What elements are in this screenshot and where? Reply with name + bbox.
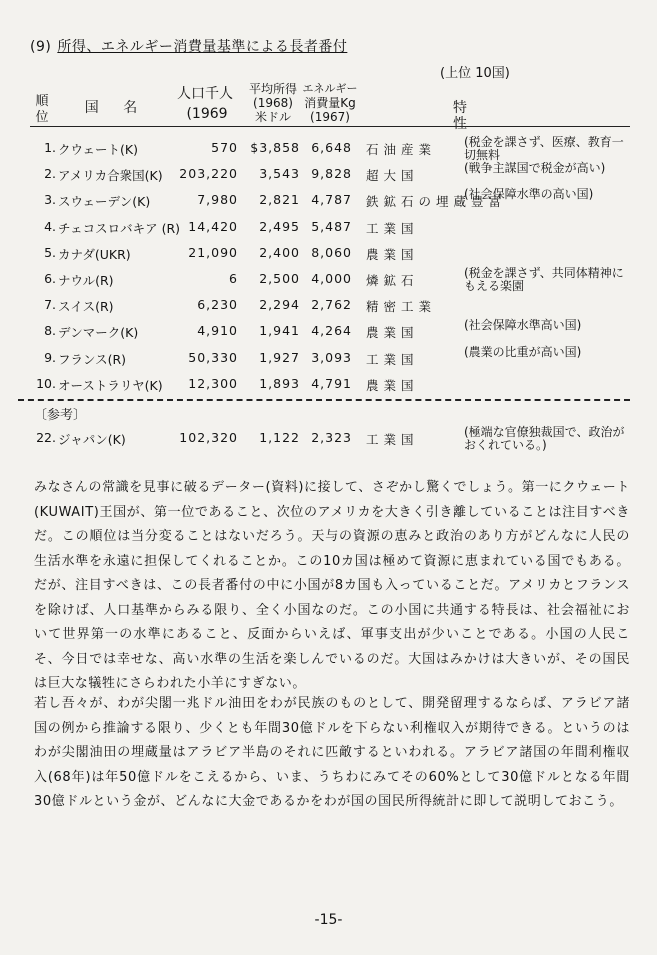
table-row — [0, 243, 657, 267]
cell-note: (社会保障水準の高い国) — [464, 187, 594, 202]
cell-country: フランス(R) — [58, 351, 127, 367]
header-energy-sub: 消費量Kg — [304, 96, 356, 110]
header-population-year: (1969 — [186, 106, 228, 122]
header-income: 平均所得 — [248, 82, 297, 96]
cell-energy: 5,487 — [311, 218, 352, 234]
cell-feature: 工業国 — [366, 351, 419, 367]
header-population: 人口千人 — [177, 86, 233, 102]
cell-feature: 工業国 — [366, 432, 419, 447]
cell-feature: 農業国 — [366, 246, 419, 262]
cell-energy: 4,264 — [311, 323, 352, 339]
rank-note: (上位 10国) — [440, 66, 510, 81]
cell-population: 21,090 — [188, 244, 238, 260]
cell-energy: 4,787 — [311, 192, 352, 208]
cell-note: (税金を課さず、共同体精神にもえる楽園 — [464, 266, 624, 293]
cell-income: 1,927 — [259, 349, 300, 365]
cell-population: 102,320 — [179, 430, 238, 445]
cell-energy: 8,060 — [311, 244, 352, 260]
cell-energy: 6,648 — [311, 140, 352, 155]
cell-country: チェコスロバキア (R) — [58, 220, 181, 236]
header-feature: 特 性 — [453, 100, 547, 132]
header-income-year: (1968) — [253, 96, 293, 110]
cell-country: クウェート(K) — [58, 142, 138, 157]
header-divider — [30, 126, 630, 127]
cell-population: 14,420 — [188, 218, 238, 234]
body-paragraph: 若し吾々が、わが尖閣一兆ドル油田をわが民族のものとして、開発留理するならば、アラビア諸国の例から推論する限り、少くとも年間30億ドルを下らない利権収入が期待できる。というのはわが尖閣油田の埋蔵量はアラビア半島のそれに匹敵するといわれる。アラビア諸国の年間利権収入(68年)は年50億ドルをこえるから、いま、うちわにみてその60%として30億ドルとなる年間30億ドルという金が、どんなに大金であるかをわが国の国民所得統計に即して説明しておこう。 — [34, 696, 630, 809]
cell-energy: 2,323 — [311, 430, 352, 445]
cell-income: $3,858 — [250, 140, 300, 155]
header-income-unit: 米ドル — [254, 110, 291, 124]
cell-feature: 農業国 — [366, 325, 419, 341]
cell-population: 50,330 — [188, 349, 238, 365]
header-energy-year: (1967) — [310, 110, 350, 124]
cell-energy: 4,000 — [311, 271, 352, 286]
cell-feature: 工業国 — [366, 220, 419, 236]
table-row — [0, 344, 657, 372]
table-row — [0, 187, 657, 214]
cell-income: 1,122 — [259, 430, 300, 445]
body-paragraph: みなさんの常識を見事に破るデーター(資料)に接して、さぞかし驚くでしょう。第一にクウェート(KUWAIT)王国が、第一位であること、次位のアメリカを大きく引き離していることは注目すべきだ。この順位は当分変ることはないだろう。天与の資源の恵みと政治のあり方がどんなに人民の生活水準を永遠に担保してくれることか。この10カ国は極めて資源に恵まれている国でもある。だが、注目すべきは、この長者番付の中に小国が8カ国も入っていることだ。アメリカとフランスを除けば、人口基準からみる限り、全く小国なのだ。この小国に共通する特長は、社会福祉において世界第一の水準にあること、反面からいえば、軍事支出が少いことである。小国の人民こそ、今日では幸せな、高い水準の生活を楽しんでいるのだ。大国はみかけは大きいが、その国民は巨大な犠牲にさらわれた小羊にすぎない。 — [34, 480, 630, 691]
cell-income: 1,941 — [259, 323, 300, 339]
cell-note: (税金を課さず、医療、教育一切無料 — [464, 135, 624, 162]
cell-country: スウェーデン(K) — [58, 194, 151, 210]
cell-country: アメリカ合衆国(K) — [58, 168, 163, 184]
cell-energy: 4,791 — [311, 375, 352, 391]
title-number: (9) — [30, 39, 52, 55]
cell-note: (社会保障水準高い国) — [464, 318, 582, 333]
cell-note: (極端な官僚独裁国で、政治がおくれている。) — [464, 425, 625, 452]
cell-population: 12,300 — [188, 375, 238, 391]
cell-country: ナウル(R) — [58, 273, 114, 288]
cell-income: 2,294 — [259, 297, 300, 313]
table-row — [0, 295, 657, 319]
cell-population: 203,220 — [179, 166, 238, 182]
cell-rank: 10. — [36, 375, 56, 391]
table-row — [0, 217, 657, 241]
header-rank: 順位 — [35, 94, 49, 125]
cell-population: 4,910 — [197, 323, 238, 339]
cell-rank: 8. — [44, 323, 56, 339]
cell-population: 6,230 — [197, 297, 238, 313]
cell-rank: 7. — [44, 297, 56, 313]
cell-income: 3,543 — [259, 166, 300, 182]
cell-population: 570 — [211, 140, 238, 155]
cell-feature: 燐鉱石 — [366, 273, 419, 288]
cell-country: ジャパン(K) — [58, 432, 126, 447]
dashed-divider — [18, 399, 630, 401]
table-row — [0, 318, 657, 345]
cell-note: (戦争主謀国で税金が高い) — [464, 161, 606, 176]
cell-energy: 9,828 — [311, 166, 352, 182]
cell-rank: 22. — [36, 430, 56, 445]
cell-feature: 石油産業 — [366, 142, 437, 157]
table-row — [0, 161, 657, 188]
reference-label: 〔参考〕 — [34, 408, 87, 423]
cell-country: カナダ(UKR) — [58, 246, 131, 262]
cell-rank: 1. — [44, 140, 56, 155]
cell-rank: 2. — [44, 166, 56, 182]
cell-rank: 6. — [44, 271, 56, 286]
cell-country: デンマーク(K) — [58, 325, 139, 341]
cell-income: 1,893 — [259, 375, 300, 391]
cell-income: 2,821 — [259, 192, 300, 208]
table-row — [0, 266, 657, 293]
table-row — [0, 374, 657, 398]
table-row — [0, 135, 657, 162]
cell-rank: 9. — [44, 349, 56, 365]
page-number: -15- — [314, 912, 343, 928]
cell-country: オーストラリヤ(K) — [58, 377, 163, 393]
reference-row — [0, 425, 657, 452]
cell-energy: 2,762 — [311, 297, 352, 313]
cell-energy: 3,093 — [311, 349, 352, 365]
title-text: 所得、エネルギー消費量基準による長者番付 — [57, 39, 348, 55]
cell-feature: 鉄鉱石の埋蔵豊富 — [366, 194, 507, 210]
cell-income: 2,400 — [259, 244, 300, 260]
document-title — [30, 36, 347, 56]
cell-feature: 農業国 — [366, 377, 419, 393]
cell-feature: 精密工業 — [366, 299, 437, 315]
header-energy: エネルギー — [302, 82, 358, 95]
cell-income: 2,495 — [259, 218, 300, 234]
cell-rank: 3. — [44, 192, 56, 208]
cell-income: 2,500 — [259, 271, 300, 286]
cell-population: 7,980 — [197, 192, 238, 208]
cell-note: (農業の比重が高い国) — [464, 344, 582, 359]
cell-feature: 超大国 — [366, 168, 419, 184]
header-country: 国 名 — [84, 100, 148, 116]
cell-population: 6 — [229, 271, 238, 286]
cell-rank: 5. — [44, 244, 56, 260]
cell-country: スイス(R) — [58, 299, 114, 315]
cell-rank: 4. — [44, 218, 56, 234]
